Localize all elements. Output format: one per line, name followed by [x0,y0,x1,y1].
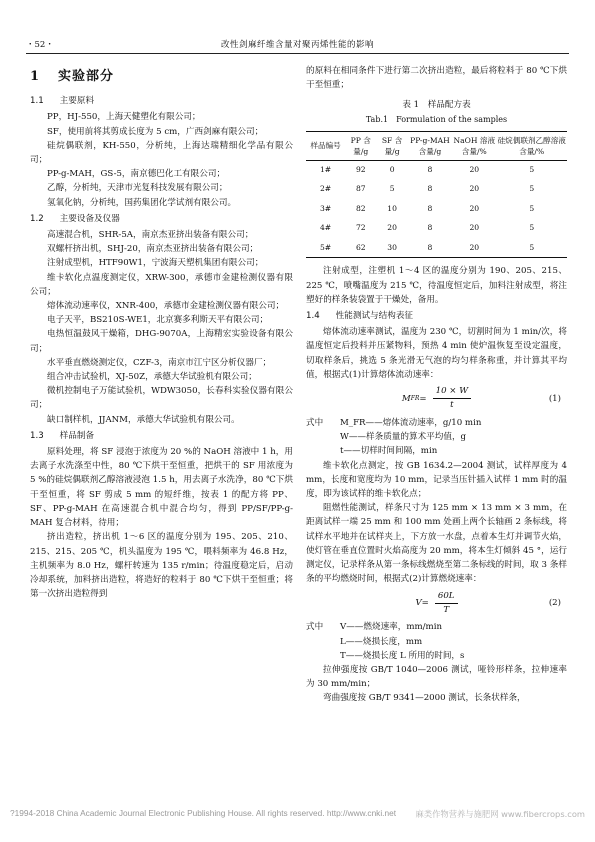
section-heading-1 [30,70,293,84]
left-column [30,64,293,601]
extrusion-paragraph: 挤出造粒，挤出机 1～6 区的温度分别为 195、205、210、215、215、205 ℃，机头温度为 195 ℃，喂料频率为 46.8 Hz，主机频率为 8.0 Hz，螺杆转速为 135 r/min；待温度稳定后，启动冷却系统，加料挤出造粒，将造好的粒料于 80 ℃下烘干至恒重；将第一次挤出造粒得到 [30,532,293,600]
equipment-item: 注射成型机，HTF90W1，宁波海天塑机集团有限公司； [47,258,264,269]
continued-paragraph: 的原料在相同条件下进行第二次挤出造粒，最后将粒料于 80 ℃下烘干至恒重； [306,66,567,91]
table-cell: 8 [427,184,433,194]
definition-item: W——样条质量的算术平均值，g [340,432,467,443]
table-row [306,160,567,180]
materials-item: 乙醇，分析纯，天津市光复科技发展有限公司； [47,183,228,194]
flame-paragraph: 阻燃性能测试，样条尺寸为 125 mm × 13 mm × 3 mm，在距离试样一端 25 mm 和 100 mm 处画上两个长轴画 2 条标线，将试样水平地并在试样夹上，下方放一水盘，点着本生灯并调节火焰，使灯管在垂直位置时火焰高度为 20 mm，将本生灯倾斜 45 °，运行测定仪，记录样条从第一条标线燃烧至第二条标线的时间，取 3 条样条的平均燃烧时间，根据式(2)计算燃烧速率： [306,503,567,585]
subsection-title: 主要设备及仪器 [59,213,120,224]
equipment-item: 组合冲击试验机，XJ-50Z，承德大华试验机有限公司； [47,372,257,383]
table-title-english: Tab.1 Formulation of the samples [365,114,508,124]
table-cell: 20 [469,203,480,213]
definition-item: M_FR——熔体流动速率，g/10 min [340,417,482,428]
eq1-numerator: 10 × W [433,385,471,399]
materials-item: SF，使用前将其剪成长度为 5 cm，广西剑麻有限公司； [47,126,264,137]
table-cell: 20 [469,165,480,175]
page-header [26,36,569,52]
eq1-equals: = [419,393,427,404]
eq1-denominator: t [450,400,454,411]
subsection-title: 主要原料 [59,96,95,107]
eq1-lhs-subscript: FR [410,394,420,402]
running-title: 改性剑麻纤维含量对聚丙烯性能的影响 [220,40,374,50]
right-column [306,64,567,706]
table-cell: 1# [319,165,332,175]
table-header-cell: 硅烷偶联剂乙醇溶液含量/% [497,135,566,156]
equipment-item: 缺口制样机，JJANM，承德大华试验机有限公司。 [47,414,240,425]
mfr-paragraph: 熔体流动速率测试，温度为 230 ℃，切割时间为 1 min/次，将温度恒定后投料并压紧物料，预热 4 min 使炉温恢复至设定温度，切取样条后，挑选 5 条光滑无气泡的均匀样条称重，并计算其平均值，根据式(1)计算熔体流动速率： [306,327,567,380]
header-rule [26,53,569,54]
equipment-item: 维卡软化点温度测定仪，XRW-300，承德市金建检测仪器有限公司； [30,272,293,297]
subsection-title: 样品制备 [59,430,95,441]
eq2-numerator: 60L [435,590,458,604]
equipment-item: 双螺杆挤出机，SHJ-20，南京杰亚挤出装备有限公司； [47,244,259,255]
table-header-cell: 样品编号 [310,141,341,151]
eq1-fraction [433,385,471,412]
eq2-equals: = [421,598,429,609]
equipment-item: 水平垂直燃烧测定仪，CZF-3，南京市江宁区分析仪器厂； [47,357,272,368]
equipment-item: 电热恒温鼓风干燥箱，DHG-9070A，上海精宏实验设备有限公司； [30,329,293,354]
eq1-number: (1) [548,393,561,404]
table-cell: 72 [355,223,366,233]
table-cell: 2# [319,184,332,194]
subsection-heading-1-3 [30,429,293,443]
eq2-lhs: V [415,598,422,609]
section-title: 实验部分 [58,69,115,84]
definition-item: V——燃烧速率，mm/min [340,622,442,633]
table-cell: 8 [427,242,433,252]
table-row [306,219,567,239]
table-cell: 4# [319,223,332,233]
table-cell: 5 [529,223,535,233]
table-row [306,180,567,200]
subsection-heading-1-2 [30,212,293,226]
subsection-heading-1-4 [306,309,567,323]
equipment-item: 熔体流动速率仪，XNR-400，承德市金建检测仪器有限公司； [47,301,285,312]
subsection-number: 1.2 [30,213,44,224]
table-row [306,238,567,258]
table-header-cell: SF 含量/g [381,135,403,156]
table-cell: 87 [355,184,366,194]
where-label: 式中 [306,417,324,428]
materials-item: 硅烷偶联剂，KH-550，分析纯，上海达瑞精细化学品有限公司； [30,140,293,166]
equipment-item: 微机控制电子万能试验机，WDW3050，长春科实验仪器有限公司； [30,386,293,411]
table-cell: 5 [529,184,535,194]
table-header-cell: PP 含量/g [350,135,371,156]
table-cell: 3# [319,203,332,213]
table-row [306,199,567,219]
definition-item: L——烧损长度，mm [340,636,423,647]
bending-paragraph: 弯曲强度按 GB/T 9341—2000 测试，长条状样条， [323,693,526,704]
table-cell: 8 [427,223,433,233]
table-header-row [306,131,567,160]
vicat-paragraph: 维卡软化点测定，按 GB 1634.2—2004 测试，试样厚度为 4 mm，长度和宽度均为 10 mm，记录当压针插入试样 1 mm 时的温度，即为该试样的维卡软化点； [306,460,567,499]
eq2-denominator: T [443,604,450,615]
eq1-lhs: M [401,393,411,404]
subsection-number: 1.1 [30,96,44,107]
equipment-item: 高速混合机，SHR-5A，南京杰亚挤出装备有限公司； [47,230,254,241]
table-cell: 20 [469,223,480,233]
copyright-notice: ?1994-2018 China Academic Journal Electronic Publishing House. All rights reserved. http://www.cnki.net [10,808,397,818]
table-cell: 5 [389,184,395,194]
subsection-number: 1.3 [30,430,44,441]
materials-item: PP-g-MAH，GS-5，南京德巴化工有限公司； [47,169,226,180]
where-label: 式中 [306,622,324,633]
subsection-heading-1-1 [30,94,293,108]
injection-paragraph: 注射成型，注塑机 1～4 区的温度分别为 190、205、215、225 ℃，喷嘴温度为 215 ℃，待温度恒定后，加料注射成型，将注塑好的样条装袋置于干燥处，备用。 [306,266,567,305]
page-number: ・52・ [26,40,54,50]
formulation-table [306,131,567,259]
table-cell: 82 [355,203,366,213]
equation-2 [306,586,567,620]
watermark-text: 麻类作物营养与施肥网 www.fibercrops.com [415,809,585,819]
equation-1 [306,382,567,416]
table-cell: 30 [387,242,397,252]
table-cell: 10 [387,203,397,213]
table-cell: 20 [387,223,397,233]
table-cell: 5 [529,165,535,175]
page-footer [10,808,585,820]
materials-item: 氢氧化钠，分析纯，国药集团化学试剂有限公司。 [47,197,237,208]
eq1-definitions [306,416,567,459]
definition-item: t——切样时间间隔，min [340,446,438,457]
table-cell: 5 [529,242,535,252]
table-cell: 62 [355,242,366,252]
subsection-number: 1.4 [306,310,320,321]
table-cell: 20 [469,242,480,252]
table-cell: 5 [529,203,535,213]
eq2-number: (2) [548,598,561,609]
materials-item: PP，HJ-550，上海天健塑化有限公司； [47,112,201,123]
subsection-title: 性能测试与结构表征 [335,310,414,321]
table-header-cell: NaOH 溶液含量/% [453,135,496,156]
eq2-fraction [435,590,458,617]
equipment-item: 电子天平，BS210S-WE1，北京赛多利斯天平有限公司； [47,315,269,326]
table-cell: 92 [355,165,366,175]
eq2-definitions [306,620,567,663]
table-header-cell: PP-g-MAH 含量/g [410,135,450,156]
section-number: 1 [30,69,41,84]
table-cell: 0 [389,165,395,175]
table-cell: 8 [427,165,433,175]
definition-item: T——烧损长度 L 所用的时间，s [340,650,465,661]
table-cell: 8 [427,203,433,213]
table-cell: 5# [319,242,332,252]
table-title: 表 1 样品配方表 [402,100,471,111]
tensile-paragraph: 拉伸强度按 GB/T 1040—2006 测试，哑铃形样条，拉伸速率为 30 mm/min； [306,664,567,690]
preparation-paragraph: 原料处理，将 SF 浸泡于浓度为 20 %的 NaOH 溶液中 1 h，用去离子水洗涤至中性，80 ℃下烘干至恒重，把烘干的 SF 用浓度为 5 %的硅烷偶联剂乙醇溶液浸泡 1.5 h，用去离子水洗净，80 ℃下烘干至恒重，将 SF 剪成 5 mm 的短纤维，按表 1 的配方将 PP、SF、PP-g-MAH 在高速混合机中混合均匀，得到 PP/SF/PP-g-MAH 复合材料，待用； [30,447,293,529]
table-cell: 20 [469,184,480,194]
